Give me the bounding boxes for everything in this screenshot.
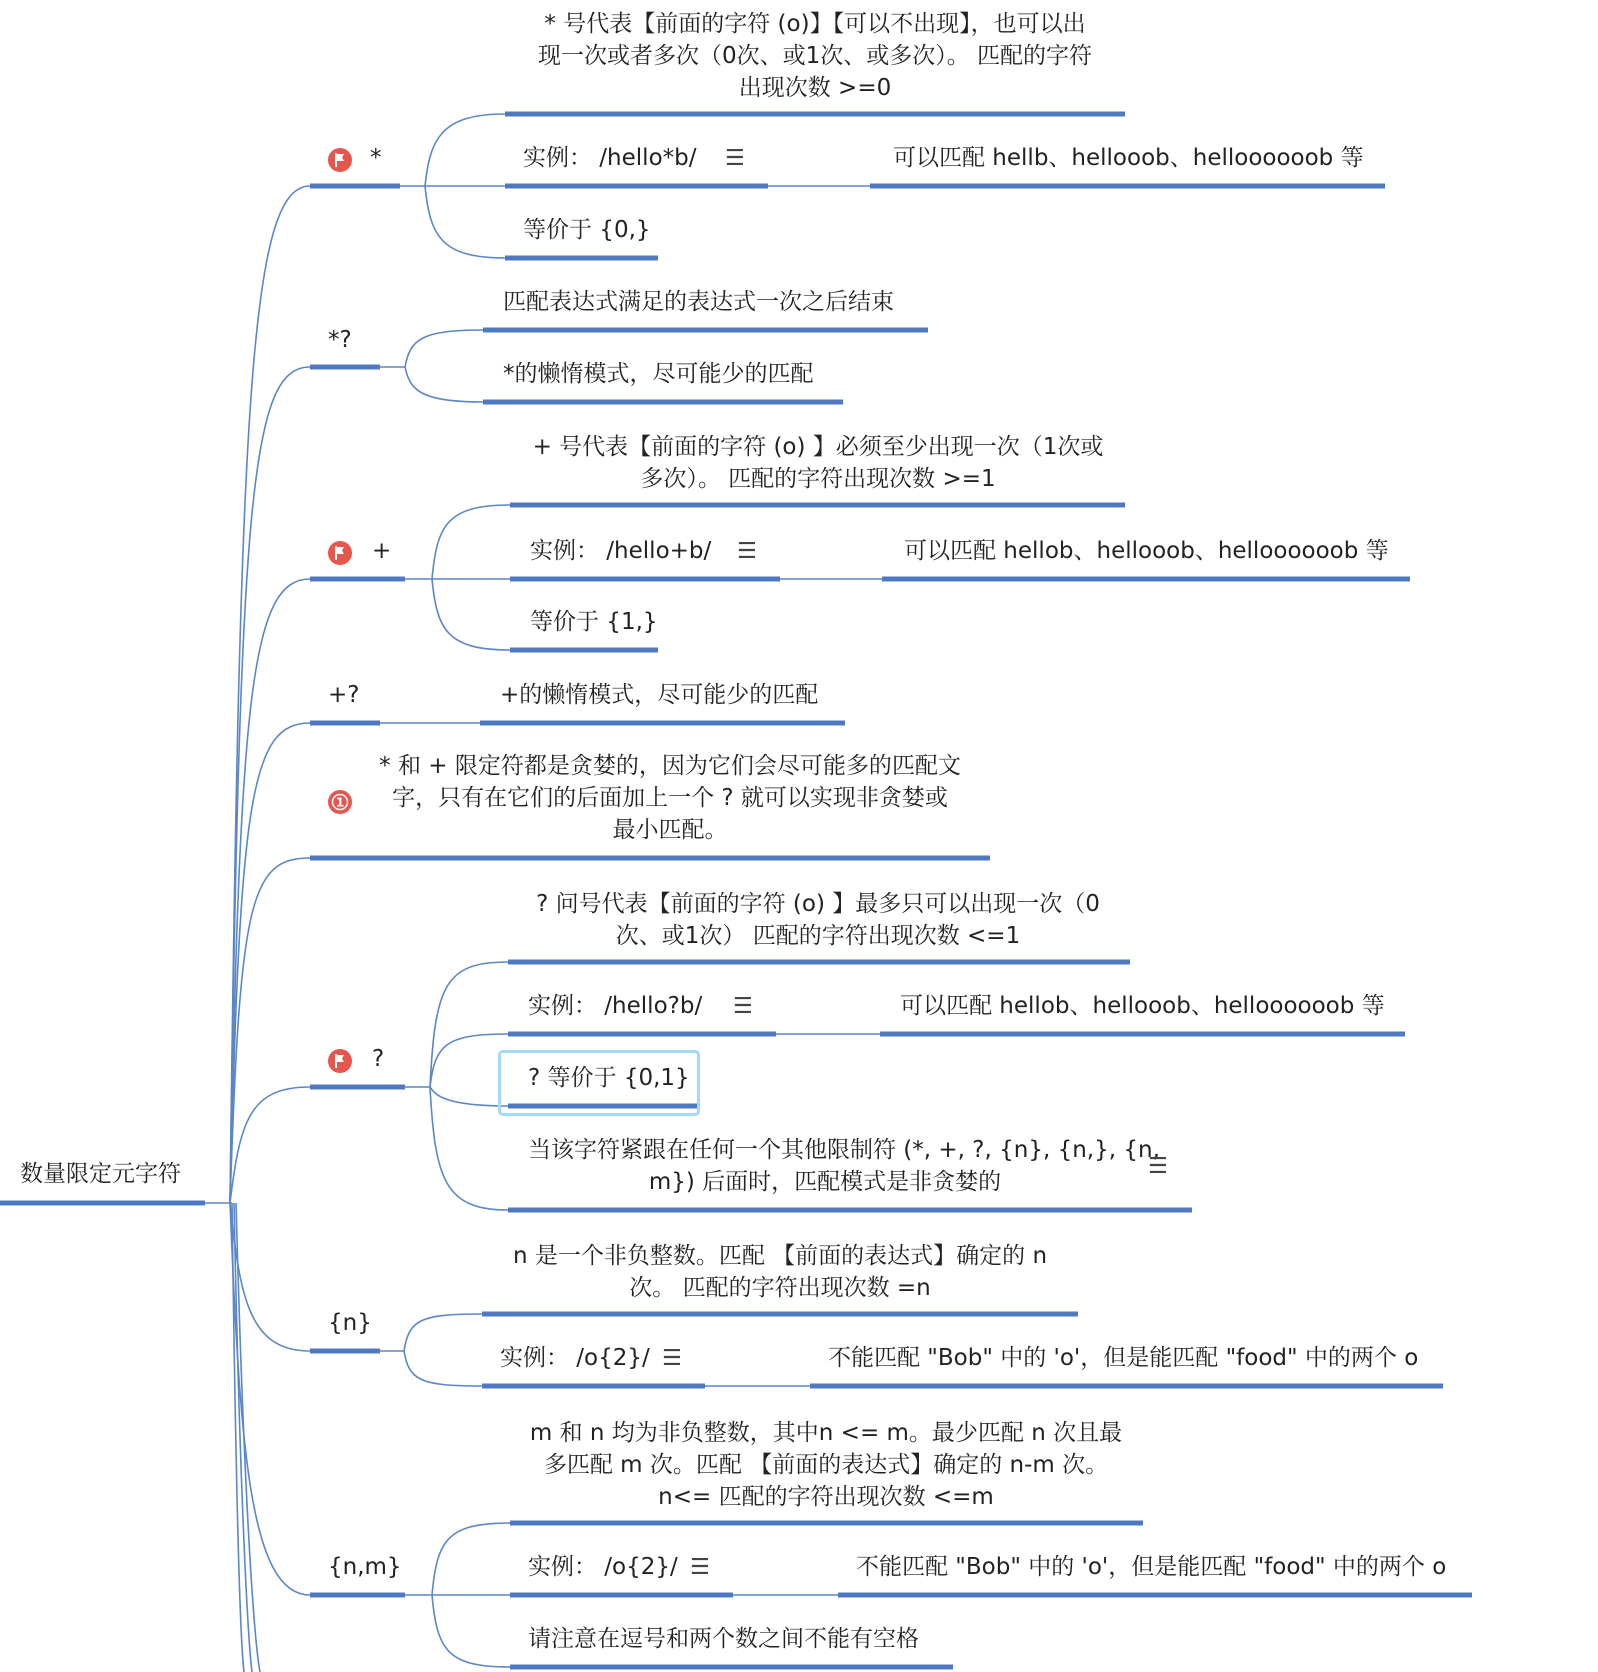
- n-m-example[interactable]: 实例： /o{2}/: [528, 1554, 678, 1580]
- topic-question[interactable]: ?: [372, 1046, 385, 1072]
- topic-star-lazy[interactable]: *?: [328, 327, 352, 353]
- question-equiv[interactable]: ? 等价于 {0,1}: [528, 1065, 690, 1091]
- plus-example[interactable]: 实例： /hello+b/: [530, 538, 712, 564]
- notes-icon[interactable]: ☰: [733, 994, 753, 1019]
- star-lazy-item[interactable]: 匹配表达式满足的表达式一次之后结束: [503, 289, 894, 315]
- topic-star[interactable]: *: [370, 145, 382, 171]
- star-example[interactable]: 实例： /hello*b/: [523, 145, 697, 171]
- flag-icon: [328, 148, 352, 172]
- star-equiv[interactable]: 等价于 {0,}: [523, 217, 651, 243]
- text-line: m 和 n 均为非负整数，其中n <= m。最少匹配 n 次且最: [529, 1420, 1123, 1446]
- text-line: 最小匹配。: [612, 817, 728, 843]
- question-example-result[interactable]: 可以匹配 hellob、hellooob、helloooooob 等: [900, 993, 1385, 1019]
- notes-icon[interactable]: ☰: [725, 146, 745, 171]
- question-example[interactable]: 实例： /hello?b/: [528, 993, 703, 1019]
- text-line: m}) 后面时，匹配模式是非贪婪的: [648, 1169, 1002, 1195]
- topic-plus[interactable]: +: [372, 538, 392, 564]
- n-m-note[interactable]: 请注意在逗号和两个数之间不能有空格: [528, 1626, 919, 1652]
- text-line: 多次）。 匹配的字符出现次数 >=1: [640, 466, 996, 492]
- n-m-example-result[interactable]: 不能匹配 "Bob" 中的 'o'，但是能匹配 "food" 中的两个 o: [856, 1554, 1447, 1580]
- notes-icon[interactable]: ☰: [662, 1346, 682, 1371]
- plus-example-result[interactable]: 可以匹配 hellob、hellooob、helloooooob 等: [904, 538, 1389, 564]
- notes-icon[interactable]: ☰: [1148, 1154, 1168, 1179]
- topic-n-exact[interactable]: {n}: [328, 1310, 372, 1336]
- text-line: + 号代表【前面的字符 (o) 】必须至少出现一次（1次或: [532, 434, 1104, 460]
- text-line: 次。 匹配的字符出现次数 =n: [629, 1275, 931, 1301]
- flag-icon: [328, 1049, 352, 1073]
- flag-icon: [328, 541, 352, 565]
- n-exact-example-result[interactable]: 不能匹配 "Bob" 中的 'o'，但是能匹配 "food" 中的两个 o: [828, 1345, 1419, 1371]
- root-topic[interactable]: 数量限定元字符: [20, 1161, 181, 1187]
- plus-equiv[interactable]: 等价于 {1,}: [530, 609, 658, 635]
- text-line: 次、或1次） 匹配的字符出现次数 <=1: [615, 923, 1021, 949]
- star-example-result[interactable]: 可以匹配 hellb、hellooob、helloooooob 等: [893, 145, 1364, 171]
- svg-text:1: 1: [335, 795, 345, 810]
- notes-icon[interactable]: ☰: [737, 539, 757, 564]
- topic-plus-lazy[interactable]: +?: [328, 682, 360, 708]
- text-line: n 是一个非负整数。匹配 【前面的表达式】确定的 n: [512, 1243, 1048, 1269]
- text-line: ? 问号代表【前面的字符 (o) 】最多只可以出现一次（0: [536, 891, 1100, 917]
- text-line: 字，只有在它们的后面加上一个 ? 就可以实现非贪婪或: [392, 785, 948, 811]
- text-line: n<= 匹配的字符出现次数 <=m: [658, 1484, 994, 1510]
- text-line: * 号代表【前面的字符 (o)】【可以不出现】，也可以出: [544, 11, 1086, 37]
- notes-icon[interactable]: ☰: [690, 1555, 710, 1580]
- star-lazy-item[interactable]: *的懒惰模式，尽可能少的匹配: [503, 361, 814, 387]
- text-line: 现一次或者多次（0次、或1次、或多次）。 匹配的字符: [537, 43, 1093, 69]
- n-exact-example[interactable]: 实例： /o{2}/: [500, 1345, 650, 1371]
- text-line: 多匹配 m 次。匹配 【前面的表达式】确定的 n-m 次。: [543, 1452, 1109, 1478]
- topic-n-m[interactable]: {n,m}: [328, 1554, 402, 1580]
- text-line: 当该字符紧跟在任何一个其他限制符 (*, +, ?, {n}, {n,}, {n,: [528, 1137, 1160, 1163]
- plus-lazy-item[interactable]: +的懒惰模式，尽可能少的匹配: [500, 682, 819, 708]
- text-line: 出现次数 >=0: [738, 75, 892, 101]
- text-line: * 和 + 限定符都是贪婪的，因为它们会尽可能多的匹配文: [379, 753, 961, 779]
- exclamation-icon: [328, 790, 352, 814]
